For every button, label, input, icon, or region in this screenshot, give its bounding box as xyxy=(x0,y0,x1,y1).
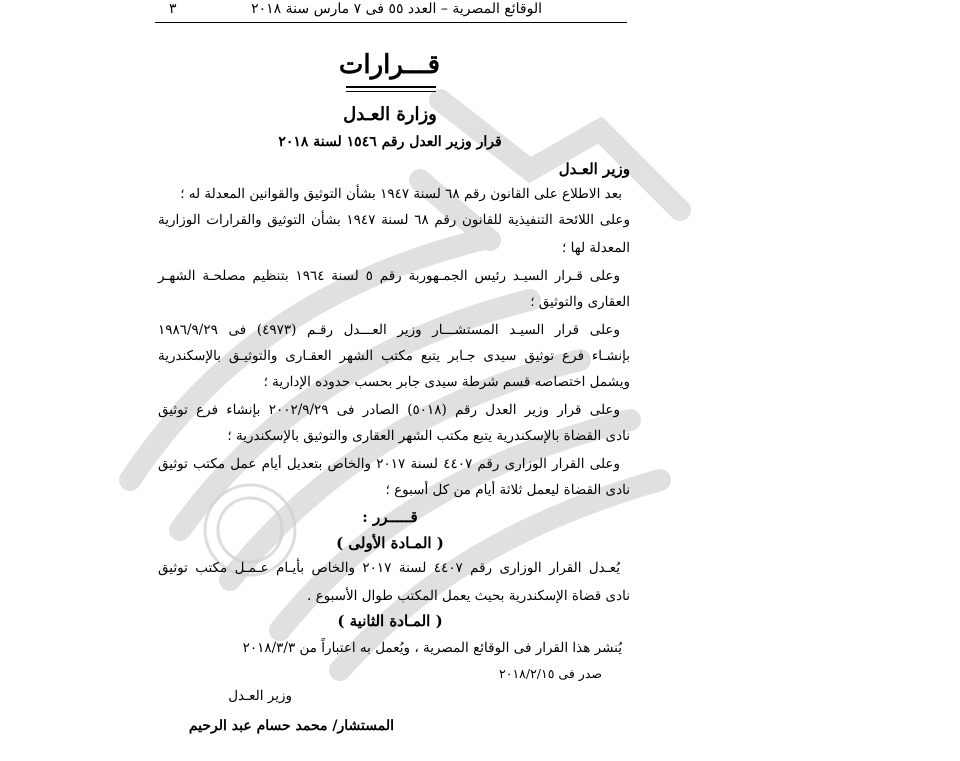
signature-name: المستشار/ محمد حسام عبد الرحيم xyxy=(188,718,394,734)
article-1-line: يُعـدل القرار الوزارى رقم ٤٤٠٧ لسنة ٢٠١٧ والخاص بأيـام عـمـل مكتب توثيق xyxy=(158,560,620,576)
preamble-line: وعلى القرار الوزارى رقم ٤٤٠٧ لسنة ٢٠١٧ والخاص بتعديل أيام عمل مكتب توثيق xyxy=(158,456,620,472)
preamble-line: ويشمل اختصاصه قسم شرطة سيدى جابر بحسب حدوده الإدارية ؛ xyxy=(263,374,630,390)
section-title-underline xyxy=(346,86,436,92)
signature-role: وزير العـدل xyxy=(228,688,292,704)
preamble-line: العقارى والتوثيق ؛ xyxy=(530,294,630,310)
article-1-title: ( المـادة الأولى ) xyxy=(336,534,444,552)
ministry-heading: وزارة العـدل xyxy=(343,104,437,125)
article-2-title: ( المـادة الثانية ) xyxy=(337,612,443,630)
running-title: الوقائع المصرية – العدد ٥٥ فى ٧ مارس سنة ٢٠١٨ xyxy=(251,1,542,17)
section-title: قـــرارات xyxy=(338,50,440,80)
preamble-line: بإنشـاء فرع توثيق سيدى جـابر يتبع مكتب الشهر العقـارى والتوثيـق بالإسكندرية xyxy=(158,348,630,364)
preamble-line: وعلى قرار وزير العدل رقم (٥٠١٨) الصادر فى ٢٠٠٢/٩/٢٩ بإنشاء فرع توثيق xyxy=(158,402,620,418)
decided-heading: قـــــرر : xyxy=(362,508,418,526)
preamble-line: نادى القضاة بالإسكندرية يتبع مكتب الشهر العقارى والتوثيق بالإسكندرية ؛ xyxy=(227,428,630,444)
preamble-line: وعلى اللائحة التنفيذية للقانون رقم ٦٨ لسنة ١٩٤٧ بشأن التوثيق والقرارات الوزارية xyxy=(158,212,630,228)
preamble-line: بعد الاطلاع على القانون رقم ٦٨ لسنة ١٩٤٧ بشأن التوثيق والقوانين المعدلة له ؛ xyxy=(180,186,622,202)
decree-title: قرار وزير العدل رقم ١٥٤٦ لسنة ٢٠١٨ xyxy=(278,134,502,150)
running-header xyxy=(155,0,627,23)
article-1-line: نادى قضاة الإسكندرية بحيث يعمل المكتب طوال الأسبوع . xyxy=(306,588,630,604)
preamble-line: نادى القضاة ليعمل ثلاثة أيام من كل أسبوع ؛ xyxy=(385,482,630,498)
preamble-line: المعدلة لها ؛ xyxy=(562,240,630,256)
page-number: ٣ xyxy=(169,1,177,17)
preamble-line: وعلى قـرار السيـد رئيس الجمـهوربة رقم ٥ لسنة ١٩٦٤ بتنظيم مصلحـة الشهـر xyxy=(158,268,620,284)
preamble-line: وعلى قرار السيـد المستشـــار وزير العـــدل رقـم (٤٩٧٣) فى ١٩٨٦/٩/٢٩ xyxy=(158,322,620,338)
issue-date: صدر فى ٢٠١٨/٢/١٥ xyxy=(499,666,602,681)
article-2-line: يُنشر هذا القرار فى الوقائع المصرية ، ويُعمل به اعتباراً من ٢٠١٨/٣/٣ xyxy=(242,640,622,656)
issuer-heading: وزير العـدل xyxy=(558,160,630,178)
